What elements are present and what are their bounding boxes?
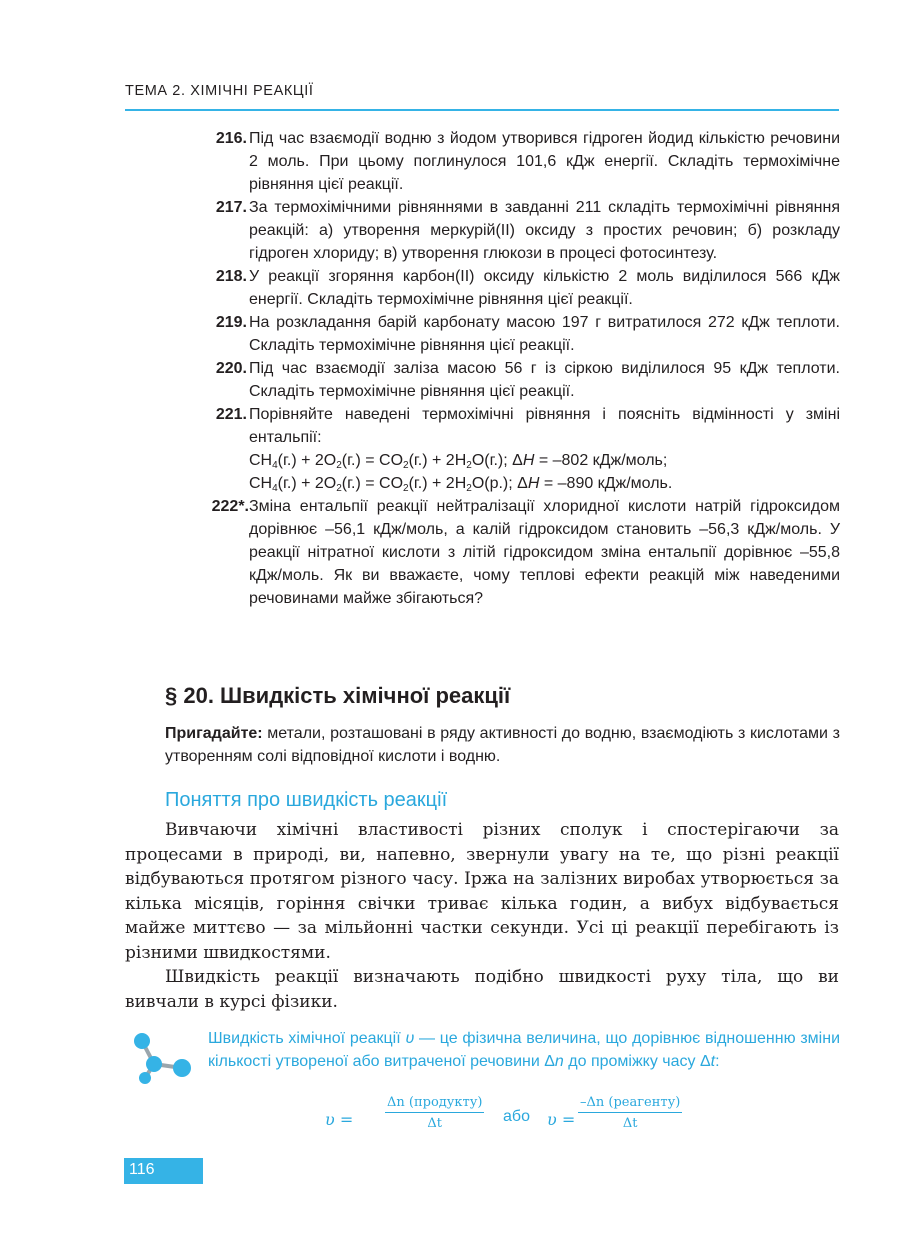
formula-lhs: υ = <box>325 1110 354 1129</box>
exercise-219 <box>200 311 840 357</box>
section-title: § 20. Швидкість хімічної реакції <box>165 683 511 708</box>
exercise-text: Порівняйте наведені термохімічні рівняння і поясніть відмінності у зміні ентальпії: <box>249 406 840 446</box>
exercise-number: 222*. <box>211 498 249 515</box>
exercise-221 <box>200 403 840 495</box>
exercise-220 <box>200 357 840 403</box>
exercise-217 <box>200 196 840 265</box>
subsection-title: Поняття про швидкість реакції <box>165 789 448 811</box>
exercise-list <box>200 127 840 610</box>
molecule-icon <box>130 1028 196 1088</box>
exercise-text: Зміна ентальпії реакції нейтралізації хлоридної кислоти натрій гідроксидом дорівнює –56,1 кДж/моль, а калій гідроксидом становить –56,3 кДж/моль. У реакції нітратної кислоти з літій гідроксидом зміна ентальпії дорівнює –55,8 кДж/моль. Як ви вважаєте, чому теплові ефекти реакцій між наведеними речовинами майже збігаються? <box>249 498 840 607</box>
exercise-number: 219. <box>215 314 247 331</box>
exercise-text: Під час взаємодії водню з йодом утворився гідроген йодид кількістю речовини 2 моль. При цьому поглинулося 101,6 кДж енергії. Складіть термохімічне рівняння цієї реакції. <box>249 130 840 193</box>
body-text <box>125 818 839 1014</box>
paragraph: Швидкість реакції визначають подібно швидкості руху тіла, що ви вивчали в курсі фізики. <box>125 967 839 1012</box>
exercise-number: 220. <box>215 360 247 377</box>
running-header <box>125 79 839 111</box>
exercise-216 <box>200 127 840 196</box>
remember-lead: Пригадайте: <box>165 725 263 742</box>
fraction-reagents <box>578 1095 682 1131</box>
exercise-number: 216. <box>215 130 247 147</box>
exercise-number: 218. <box>215 268 247 285</box>
exercise-text: За термохімічними рівняннями в завданні 211 складіть термохімічні рівняння реакцій: а) утворення меркурій(II) оксиду з простих речовин; б) розкладу гідроген хлориду; в) утворення глюкози в процесі фотосинтезу. <box>249 199 840 262</box>
remember-note <box>165 722 840 768</box>
header-title: ТЕМА 2. ХІМІЧНІ РЕАКЦІЇ <box>125 83 314 99</box>
exercise-number: 221. <box>215 406 247 423</box>
thermochemical-equation-2: $CH_4(г.) + 2O_2(г.) = CO_2(г.) + 2H_2O(р.)$; ΔH = –890 кДж/моль. <box>249 475 673 494</box>
exercise-text: На розкладання барій карбонату масою 197 г витратилося 272 кДж теплоти. Складіть термохімічне рівняння цієї реакції. <box>249 314 840 354</box>
fraction-denominator: Δt <box>622 1116 638 1131</box>
formula-lhs: υ = <box>547 1110 576 1129</box>
paragraph: Вивчаючи хімічні властивості різних сполук і спостерігаючи за процесами в природі, ви, напевно, звернули увагу на те, що різні реакції відбуваються протягом різного часу. Іржа на залізних виробах утворюється за кілька місяців, горіння свічки триває кілька годин, а вибух відбувається майже миттєво — за мільйонні частки секунди. Усі ці реакції перебігають із різними швидкостями. <box>125 820 839 963</box>
exercise-number: 217. <box>215 199 247 216</box>
fraction-products <box>385 1095 484 1131</box>
definition-box: Швидкість хімічної реакції υ — це фізична величина, що дорівнює відношенню зміни кількості утвореної або витраченої речовини Δn до проміжку часу Δt: <box>208 1030 841 1070</box>
rate-formula <box>325 1095 725 1145</box>
thermochemical-equation-1: $CH_4(г.) + 2O_2(г.) = CO_2(г.) + 2H_2O(г.)$; ΔH = –802 кДж/моль; <box>249 452 668 471</box>
page-number: 116 <box>129 1161 155 1178</box>
exercise-text: У реакції згоряння карбон(II) оксиду кількістю 2 моль виділилося 566 кДж енергії. Складіть термохімічне рівняння цієї реакції. <box>249 268 840 308</box>
fraction-numerator: Δn (продукту) <box>385 1095 484 1113</box>
formula-or: або <box>503 1108 530 1125</box>
fraction-numerator: –Δn (реагенту) <box>578 1095 682 1113</box>
remember-text: метали, розташовані в ряду активності до водню, взаємодіють з кислотами з утворенням солі відповідної кислоти і водню. <box>165 725 840 765</box>
exercise-text: Під час взаємодії заліза масою 56 г із сіркою виділилося 95 кДж теплоти. Складіть термохімічне рівняння цієї реакції. <box>249 360 840 400</box>
exercise-218 <box>200 265 840 311</box>
exercise-222 <box>200 495 840 610</box>
fraction-denominator: Δt <box>427 1116 443 1131</box>
page-number-box <box>124 1158 203 1184</box>
